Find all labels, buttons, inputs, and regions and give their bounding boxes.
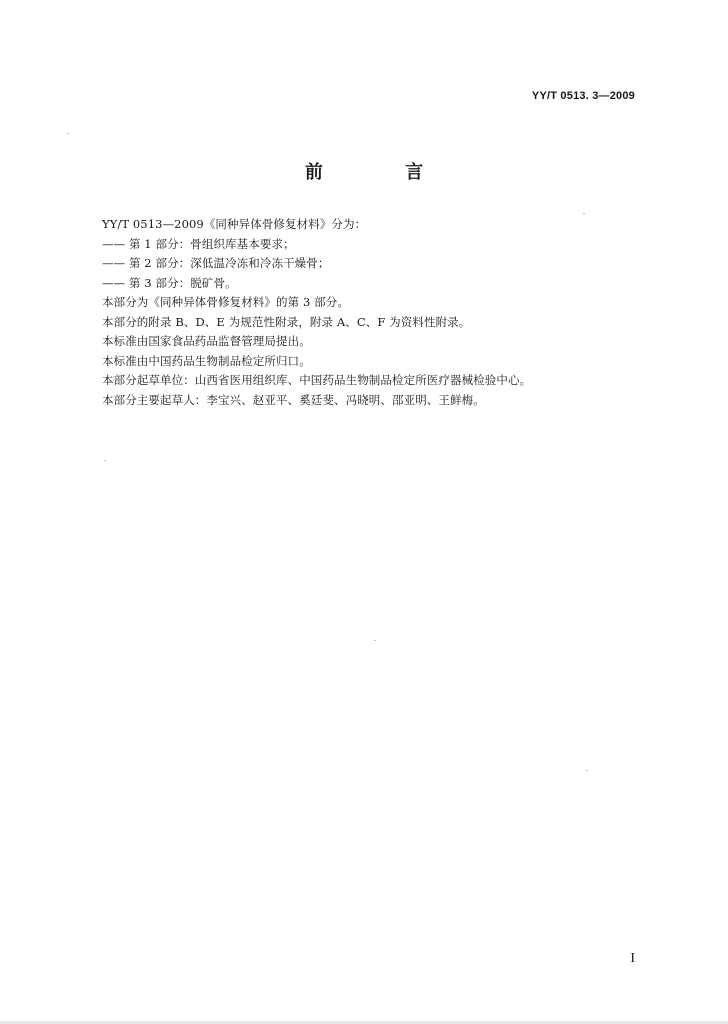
scan-speck xyxy=(104,460,106,461)
foreword-line: 本部分的附录 B、D、E 为规范性附录，附录 A、C、F 为资料性附录。 xyxy=(102,314,471,329)
foreword-line: 本部分起草单位：山西省医用组织库、中国药品生物制品检定所医疗器械检验中心。 xyxy=(102,373,532,387)
foreword-line: YY/T 0513—2009《同种异体骨修复材料》分为： xyxy=(102,217,367,231)
page-number: I xyxy=(630,951,635,966)
page-title: 前 言 xyxy=(304,162,462,183)
foreword-line: 本标准由国家食品药品监督管理局提出。 xyxy=(102,334,311,348)
foreword-body xyxy=(102,215,642,410)
foreword-list-item: —— 第 2 部分：深低温冷冻和冷冻干燥骨； xyxy=(102,256,330,270)
foreword-line: 本标准由中国药品生物制品检定所归口。 xyxy=(102,353,311,368)
foreword-list-item: —— 第 3 部分：脱矿骨。 xyxy=(102,275,237,290)
scan-speck xyxy=(67,133,69,134)
standard-code: YY/T 0513. 3—2009 xyxy=(531,90,635,102)
foreword-line: 本部分为《同种异体骨修复材料》的第 3 部分。 xyxy=(102,295,349,309)
scan-speck xyxy=(586,770,588,771)
foreword-list-item: —— 第 1 部分：骨组织库基本要求； xyxy=(102,236,295,251)
scan-speck xyxy=(583,213,585,214)
foreword-line: 本部分主要起草人：李宝兴、赵亚平、奚廷斐、冯晓明、邵亚明、王鲜梅。 xyxy=(102,392,485,407)
scan-speck xyxy=(374,640,376,641)
